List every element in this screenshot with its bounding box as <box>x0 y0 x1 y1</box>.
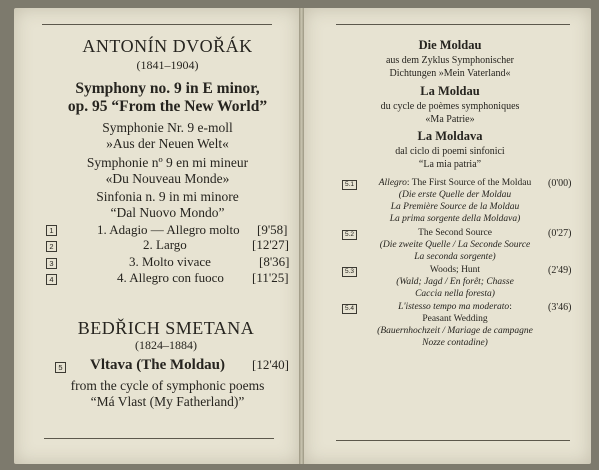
subtitle-german-line2: Dichtungen »Mein Vaterland« <box>389 68 511 79</box>
title-german: Die Moldau <box>418 38 482 52</box>
section-name: : <box>509 302 512 312</box>
composer-dvorak: ANTONÍN DVOŘÁK <box>82 36 253 56</box>
movement-title: 2. Largo <box>143 237 187 252</box>
top-rule-right <box>336 24 570 25</box>
title-french: La Moldau <box>420 84 480 98</box>
movement-duration: [11'25] <box>252 270 289 285</box>
index-box-5-1: 5.1 <box>342 180 357 190</box>
symphony-title-line2: op. 95 “From the New World” <box>67 98 268 115</box>
movement-duration: [8'36] <box>259 254 290 269</box>
vltava-description-line2: “Má Vlast (My Fatherland)” <box>90 394 245 409</box>
track-section-title: Woods; Hunt <box>429 265 481 275</box>
symphony-title-line1: Symphony no. 9 in E minor, <box>75 80 260 97</box>
track-translation-line: La Première Source de la Moldau <box>390 202 520 212</box>
years-smetana: (1824–1884) <box>135 338 197 352</box>
track-number-5: 5 <box>55 362 66 373</box>
top-rule-left <box>42 24 272 25</box>
index-box-5-2: 5.2 <box>342 230 357 240</box>
track-section-title-cont: Peasant Wedding <box>422 314 488 324</box>
track-translation-line: (Die erste Quelle der Moldau <box>398 190 512 200</box>
subtitle-italian-line1: dal ciclo di poemi sinfonici <box>395 146 505 157</box>
track-number-3: 3 <box>46 258 57 269</box>
track-translation-line: (Bauernhochzeit / Mariage de campagne <box>377 326 533 336</box>
bottom-rule-right <box>336 440 570 441</box>
tempo-marking: Allegro <box>378 178 407 188</box>
track-number-1: 1 <box>46 225 57 236</box>
french-title-line1: Symphonie nº 9 en mi mineur <box>86 155 249 170</box>
vltava-description-line1: from the cycle of symphonic poems <box>70 378 265 393</box>
tempo-marking: L'istesso tempo ma moderato <box>398 302 510 312</box>
index-box-5-3: 5.3 <box>342 267 357 277</box>
track-timestamp: (0'27) <box>548 228 572 239</box>
german-title-line2: »Aus der Neuen Welt« <box>106 136 229 151</box>
italian-title-line2: “Dal Nuovo Mondo” <box>110 205 225 220</box>
french-title-line2: «Du Nouveau Monde» <box>105 171 230 186</box>
track-translation-line: Caccia nella foresta) <box>415 289 495 299</box>
track-number-2: 2 <box>46 241 57 252</box>
bottom-rule-left <box>44 438 274 439</box>
german-title-line1: Symphonie Nr. 9 e-moll <box>102 120 233 135</box>
track-translation-line: (Wald; Jagd / En forêt; Chasse <box>396 277 514 287</box>
italian-title-line1: Sinfonia n. 9 in mi minore <box>96 189 239 204</box>
track-translation-line: La prima sorgente della Moldava) <box>389 214 521 224</box>
section-name: : The First Source of the Moldau <box>406 178 532 188</box>
index-box-5-4: 5.4 <box>342 304 357 314</box>
vltava-title: Vltava (The Moldau) <box>90 357 225 373</box>
vltava-duration: [12'40] <box>252 357 290 372</box>
movement-title: 3. Molto vivace <box>129 254 211 269</box>
track-section-title: The Second Source <box>418 228 492 238</box>
subtitle-italian-line2: “La mia patria” <box>418 159 482 170</box>
track-timestamp: (3'46) <box>548 302 572 313</box>
track-translation-line: Nozze contadine) <box>422 338 488 348</box>
track-section-title <box>362 178 548 188</box>
subtitle-french-line1: du cycle de poèmes symphoniques <box>380 101 520 112</box>
movement-duration: [9'58] <box>257 222 288 237</box>
years-dvorak: (1841–1904) <box>136 58 199 72</box>
track-section-title <box>362 302 548 312</box>
subtitle-german-line1: aus dem Zyklus Symphonischer <box>385 55 515 66</box>
track-timestamp: (0'00) <box>548 178 572 189</box>
title-italian: La Moldava <box>417 129 483 143</box>
movement-duration: [12'27] <box>252 237 290 252</box>
movement-title: 4. Allegro con fuoco <box>117 270 224 285</box>
track-number-4: 4 <box>46 274 57 285</box>
track-translation-line: La seconda sorgente) <box>414 252 496 262</box>
movement-title: 1. Adagio — Allegro molto <box>97 222 240 237</box>
track-translation-line: (Die zweite Quelle / La Seconde Source <box>379 240 531 250</box>
track-timestamp: (2'49) <box>548 265 572 276</box>
subtitle-french-line2: «Ma Patrie» <box>425 114 475 125</box>
composer-smetana: BEDŘICH SMETANA <box>77 318 255 338</box>
